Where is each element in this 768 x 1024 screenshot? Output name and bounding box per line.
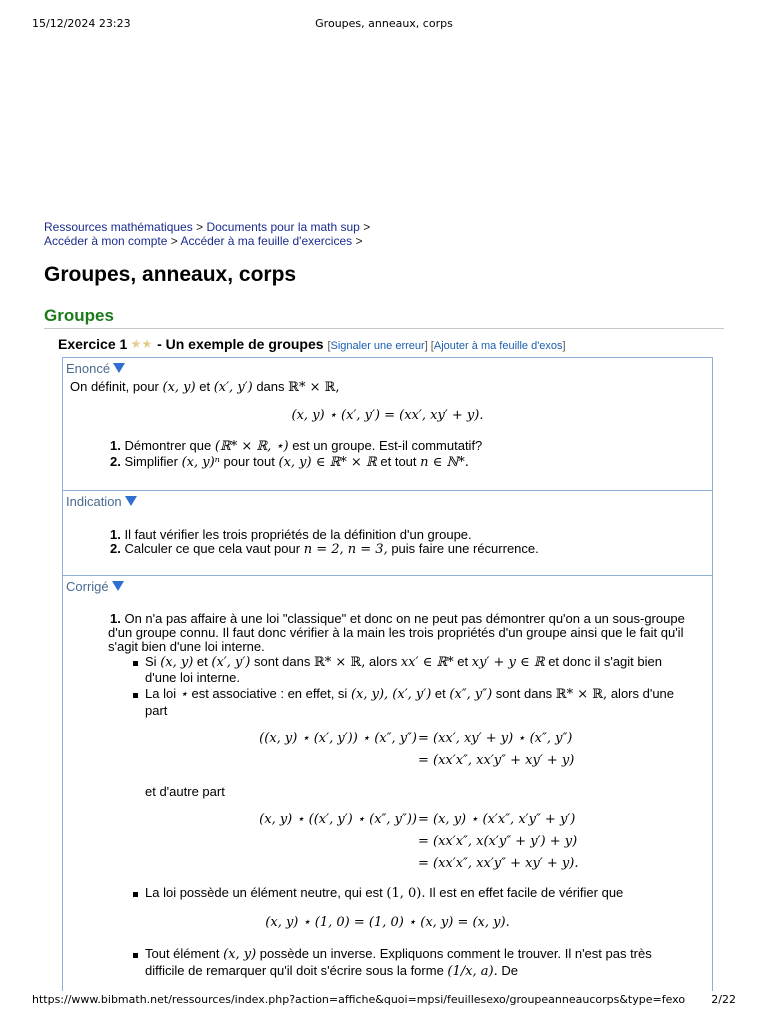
corrige-bullet-1	[145, 654, 662, 670]
print-date: 15/12/2024 23:23	[32, 17, 131, 30]
text: et donc il s'agit bien	[548, 654, 662, 669]
enonce-title: Enoncé	[66, 361, 111, 376]
math: (x′, y′)	[213, 380, 253, 395]
difficulty-stars	[131, 336, 153, 352]
breadcrumb	[44, 220, 370, 248]
eq1-left: ((x, y) ⋆ (x′, y′)) ⋆ (x″, y″)	[259, 731, 417, 746]
corrige-bullet-2	[145, 686, 674, 702]
text: et	[457, 654, 469, 669]
star-icon	[142, 339, 152, 349]
indication-panel	[62, 490, 713, 576]
breadcrumb-separator: >	[170, 234, 178, 248]
corrige-toggle[interactable]	[66, 579, 124, 594]
text: dans	[256, 379, 285, 394]
print-footer	[32, 993, 736, 1007]
bullet-icon	[133, 693, 138, 698]
math: (x, y), (x′, y′)	[350, 687, 432, 702]
text: On n'a pas affaire à une loi "classique" et donc on ne peut pas démontrer qu'on a un sous-groupe	[124, 611, 685, 626]
corrige-p1-line2: d'un groupe connu. Il faut donc vérifier à la main les trois propriétés d'un groupe ainsi que le fait qu'il	[108, 625, 684, 640]
eq3: (x, y) ⋆ (1, 0) = (1, 0) ⋆ (x, y) = (x, y).	[265, 915, 510, 930]
math: n = 2, n = 3,	[303, 542, 388, 557]
text: Calculer ce que cela vaut pour	[124, 541, 301, 556]
enonce-intro	[70, 379, 340, 395]
text: Il faut vérifier les trois propriétés de la définition d'un groupe.	[124, 527, 472, 542]
list-number: 2.	[110, 454, 121, 469]
star-icon	[131, 339, 141, 349]
text: est associative : en effet, si	[191, 686, 348, 701]
text: De	[501, 963, 518, 978]
math: (ℝ* × ℝ, ⋆)	[214, 439, 289, 454]
corrige-title: Corrigé	[66, 579, 109, 594]
enonce-item-2	[110, 454, 469, 470]
math: n ∈ ℕ*.	[420, 455, 469, 470]
text: sont dans	[254, 654, 311, 669]
triangle-down-icon	[125, 496, 137, 506]
print-url: https://www.bibmath.net/ressources/index.php?action=affiche&quoi=mpsi/feuillesexo/groupeanneaucorps&type=fexo	[32, 993, 686, 1006]
text: et tout	[380, 454, 417, 469]
enonce-item-1	[110, 438, 482, 454]
math: (x, y)ⁿ	[181, 455, 220, 470]
list-number: 1.	[110, 611, 121, 626]
corrige-bullet-4-line2	[145, 963, 518, 979]
indication-title: Indication	[66, 494, 122, 509]
breadcrumb-separator: >	[363, 220, 371, 234]
triangle-down-icon	[113, 363, 125, 373]
corrige-p1-line1	[110, 611, 685, 626]
math: xx′ ∈ ℝ*	[400, 655, 454, 670]
math: (x, y) ∈ ℝ* × ℝ	[278, 455, 377, 470]
eq2-right-3: = (xx′x″, xx′y″ + xy′ + y).	[418, 856, 579, 871]
triangle-down-icon	[112, 581, 124, 591]
list-number: 1.	[110, 527, 121, 542]
text: et	[434, 686, 446, 701]
math: (1/x, a).	[447, 964, 498, 979]
math: (x′, y′)	[211, 655, 251, 670]
text: alors d'une	[610, 686, 675, 701]
eq1-right-1: = (xx′, xy′ + y) ⋆ (x″, y″)	[418, 731, 573, 746]
text: La loi possède un élément neutre, qui est	[145, 885, 383, 900]
section-title: Groupes	[44, 306, 114, 325]
corrige-bullet-1-line2: d'une loi interne.	[145, 670, 240, 685]
text: Il est en effet facile de vérifier que	[429, 885, 624, 900]
page-title: Groupes, anneaux, corps	[44, 263, 297, 286]
text: pour tout	[223, 454, 275, 469]
bullet-icon	[133, 953, 138, 958]
list-number: 1.	[110, 438, 121, 453]
enonce-toggle[interactable]	[66, 361, 125, 376]
text: Démontrer que	[124, 438, 212, 453]
math: ℝ* × ℝ,	[314, 655, 366, 670]
math: ℝ* × ℝ,	[288, 380, 340, 395]
corrige-panel	[62, 575, 713, 991]
add-to-sheet-link[interactable]: Ajouter à ma feuille d'exos	[433, 340, 563, 352]
enonce-panel	[62, 357, 713, 491]
eq2-left: (x, y) ⋆ ((x′, y′) ⋆ (x″, y″))	[259, 812, 417, 827]
print-header	[32, 17, 736, 31]
indication-item-1	[110, 527, 472, 542]
math: (1, 0).	[386, 886, 426, 901]
math: (x, y)	[160, 655, 194, 670]
text: Tout élément	[145, 946, 220, 961]
text: alors	[369, 654, 398, 669]
breadcrumb-link-account[interactable]: Accéder à mon compte	[44, 234, 168, 248]
math: xy′ + y ∈ ℝ	[471, 655, 545, 670]
eq2-right-1: = (x, y) ⋆ (x′x″, x′y″ + y′)	[418, 812, 576, 827]
indication-item-2	[110, 541, 539, 557]
corrige-bullet-3	[145, 885, 623, 901]
breadcrumb-separator: >	[355, 234, 363, 248]
math: (x″, y″)	[449, 687, 493, 702]
text: et	[196, 654, 208, 669]
text: Simplifier	[124, 454, 178, 469]
section-divider	[44, 328, 724, 329]
text: La loi	[145, 686, 177, 701]
exercise-label: Exercice 1	[58, 336, 128, 352]
text: possède un inverse. Expliquons comment le trouver. Il n'est pas très	[259, 946, 652, 961]
text: est un groupe. Est-il commutatif?	[292, 438, 483, 453]
report-error-link[interactable]: Signaler une erreur	[330, 340, 425, 352]
corrige-bullet-2-line2: part	[145, 703, 168, 718]
exercise-links: [Signaler une erreur] [Ajouter à ma feuille d'exos]	[327, 340, 566, 352]
exercise-header	[58, 336, 566, 352]
math: (x, y)	[223, 947, 257, 962]
text: sont dans	[495, 686, 553, 701]
math: ⋆	[179, 687, 188, 702]
exercise-title: - Un exemple de groupes	[157, 336, 324, 352]
indication-toggle[interactable]	[66, 494, 137, 509]
math: ℝ* × ℝ,	[555, 687, 608, 702]
bullet-icon	[133, 892, 138, 897]
corrige-bullet-4	[145, 946, 652, 962]
corrige-p1-line3: s'agit bien d'une loi interne.	[108, 639, 265, 654]
text: puis faire une récurrence.	[391, 541, 539, 556]
print-page-number: 2/22	[711, 993, 736, 1006]
math: (x, y)	[162, 380, 196, 395]
text: et	[199, 379, 211, 394]
list-number: 2.	[110, 541, 121, 556]
text: On définit, pour	[70, 379, 159, 394]
breadcrumb-separator: >	[196, 220, 204, 234]
eq2-right-2: = (xx′x″, x(x′y″ + y′) + y)	[418, 834, 578, 849]
eq1-right-2: = (xx′x″, xx′y″ + xy′ + y)	[418, 753, 575, 768]
breadcrumb-link-exercise-sheet[interactable]: Accéder à ma feuille d'exercices	[180, 234, 353, 248]
text: Si	[145, 654, 157, 669]
breadcrumb-link-documents[interactable]: Documents pour la math sup	[206, 220, 360, 234]
bullet-icon	[133, 661, 138, 666]
print-title: Groupes, anneaux, corps	[315, 17, 453, 30]
text: difficile de remarquer qu'il doit s'écrire sous la forme	[145, 963, 444, 978]
enonce-formula: (x, y) ⋆ (x′, y′) = (xx′, xy′ + y).	[291, 408, 484, 423]
breadcrumb-link-ressources[interactable]: Ressources mathématiques	[44, 220, 193, 234]
corrige-other-part: et d'autre part	[145, 784, 225, 799]
